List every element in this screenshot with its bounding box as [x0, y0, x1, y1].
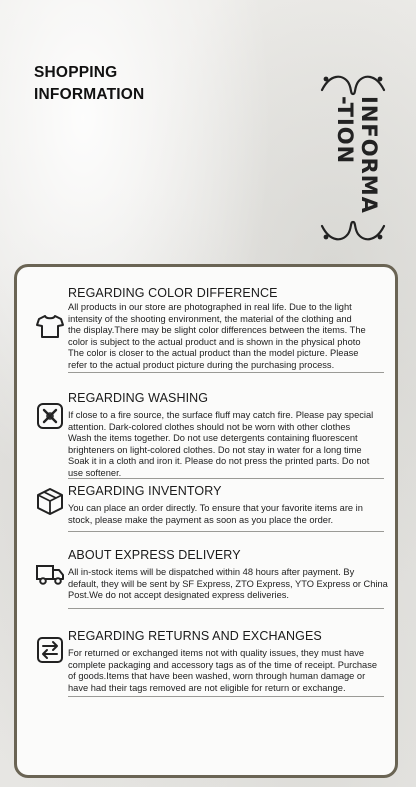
- box-icon: [35, 486, 65, 516]
- inventory-text: [68, 503, 384, 526]
- body-line: For returned or exchanged items not with quality issues, they must have: [68, 648, 365, 658]
- body-line: brighteners on light-colored clothes. Do not stay in water for a long time: [68, 444, 362, 455]
- page-title-line-2: INFORMATION: [34, 86, 145, 103]
- washing-text: [68, 410, 384, 479]
- vertical-information-label: [333, 96, 381, 220]
- body-line: of goods.Items that have been washed, worn through human damage or: [68, 671, 366, 681]
- body-line: All in-stock items will be dispatched within 48 hours after payment. By: [68, 567, 355, 577]
- body-line: Post.We do not accept designated express deliveries.: [68, 590, 290, 600]
- body-line: use softener.: [68, 467, 122, 478]
- body-line: refer to the actual product picture during the purchasing process.: [68, 359, 335, 370]
- color-difference-title: REGARDING COLOR DIFFERENCE: [68, 286, 278, 300]
- body-line: Soak it in a cloth and iron it. Please do not press the printed parts. Do not: [68, 456, 370, 466]
- t-shirt-icon: [35, 311, 65, 341]
- body-line: color is subject to the actual product and is shown in the physical photo: [68, 336, 361, 347]
- delivery-truck-icon: [35, 558, 65, 588]
- body-line: complete packaging and accessory tags as of the time of receipt. Purchase: [68, 659, 378, 670]
- body-line: have had their tags removed are not eligible for return or exchange.: [68, 682, 346, 693]
- body-line: You can place an order directly. To ensure that your favorite items are in: [68, 503, 363, 513]
- washing-title: REGARDING WASHING: [68, 391, 209, 405]
- information-panel: [14, 264, 398, 778]
- body-line: The color is closer to the actual product than the model picture. Please: [68, 348, 359, 358]
- section-divider: [68, 531, 384, 532]
- page-title: [34, 62, 144, 106]
- section-divider: [68, 372, 384, 373]
- section-divider: [68, 696, 384, 697]
- inventory-title: REGARDING INVENTORY: [68, 484, 222, 498]
- page-title-line-1: SHOPPING: [34, 64, 118, 81]
- body-line: If close to a fire source, the surface fluff may catch fire. Please pay special: [68, 410, 374, 420]
- express-delivery-title: ABOUT EXPRESS DELIVERY: [68, 548, 241, 562]
- color-difference-text: [68, 302, 384, 371]
- returns-exchanges-title: REGARDING RETURNS AND EXCHANGES: [68, 629, 322, 643]
- body-line: All products in our store are photographed in real life. Due to the light: [68, 302, 352, 312]
- section-divider: [68, 608, 384, 609]
- returns-exchanges-text: [68, 648, 384, 694]
- express-delivery-text: [68, 567, 388, 602]
- body-line: intensity of the shooting environment, the material of the clothing and: [68, 313, 352, 324]
- vertical-label-line-2: -TION: [333, 96, 357, 165]
- body-line: attention. Dark-colored clothes should not be worn with other clothes: [68, 421, 351, 432]
- body-line: Wash the items together. Do not use detergents containing fluorescent: [68, 433, 358, 443]
- body-line: the display.There may be slight color differences between the items. The: [68, 325, 366, 335]
- body-line: default, they will be sent by SF Express, ZTO Express, YTO Express or China: [68, 578, 388, 589]
- no-washing-icon: [35, 401, 65, 431]
- section-divider: [68, 478, 384, 479]
- body-line: stock, please make the payment as soon as you place the order.: [68, 514, 334, 525]
- exchange-icon: [35, 635, 65, 665]
- vertical-label-line-1: INFORMA: [357, 96, 381, 214]
